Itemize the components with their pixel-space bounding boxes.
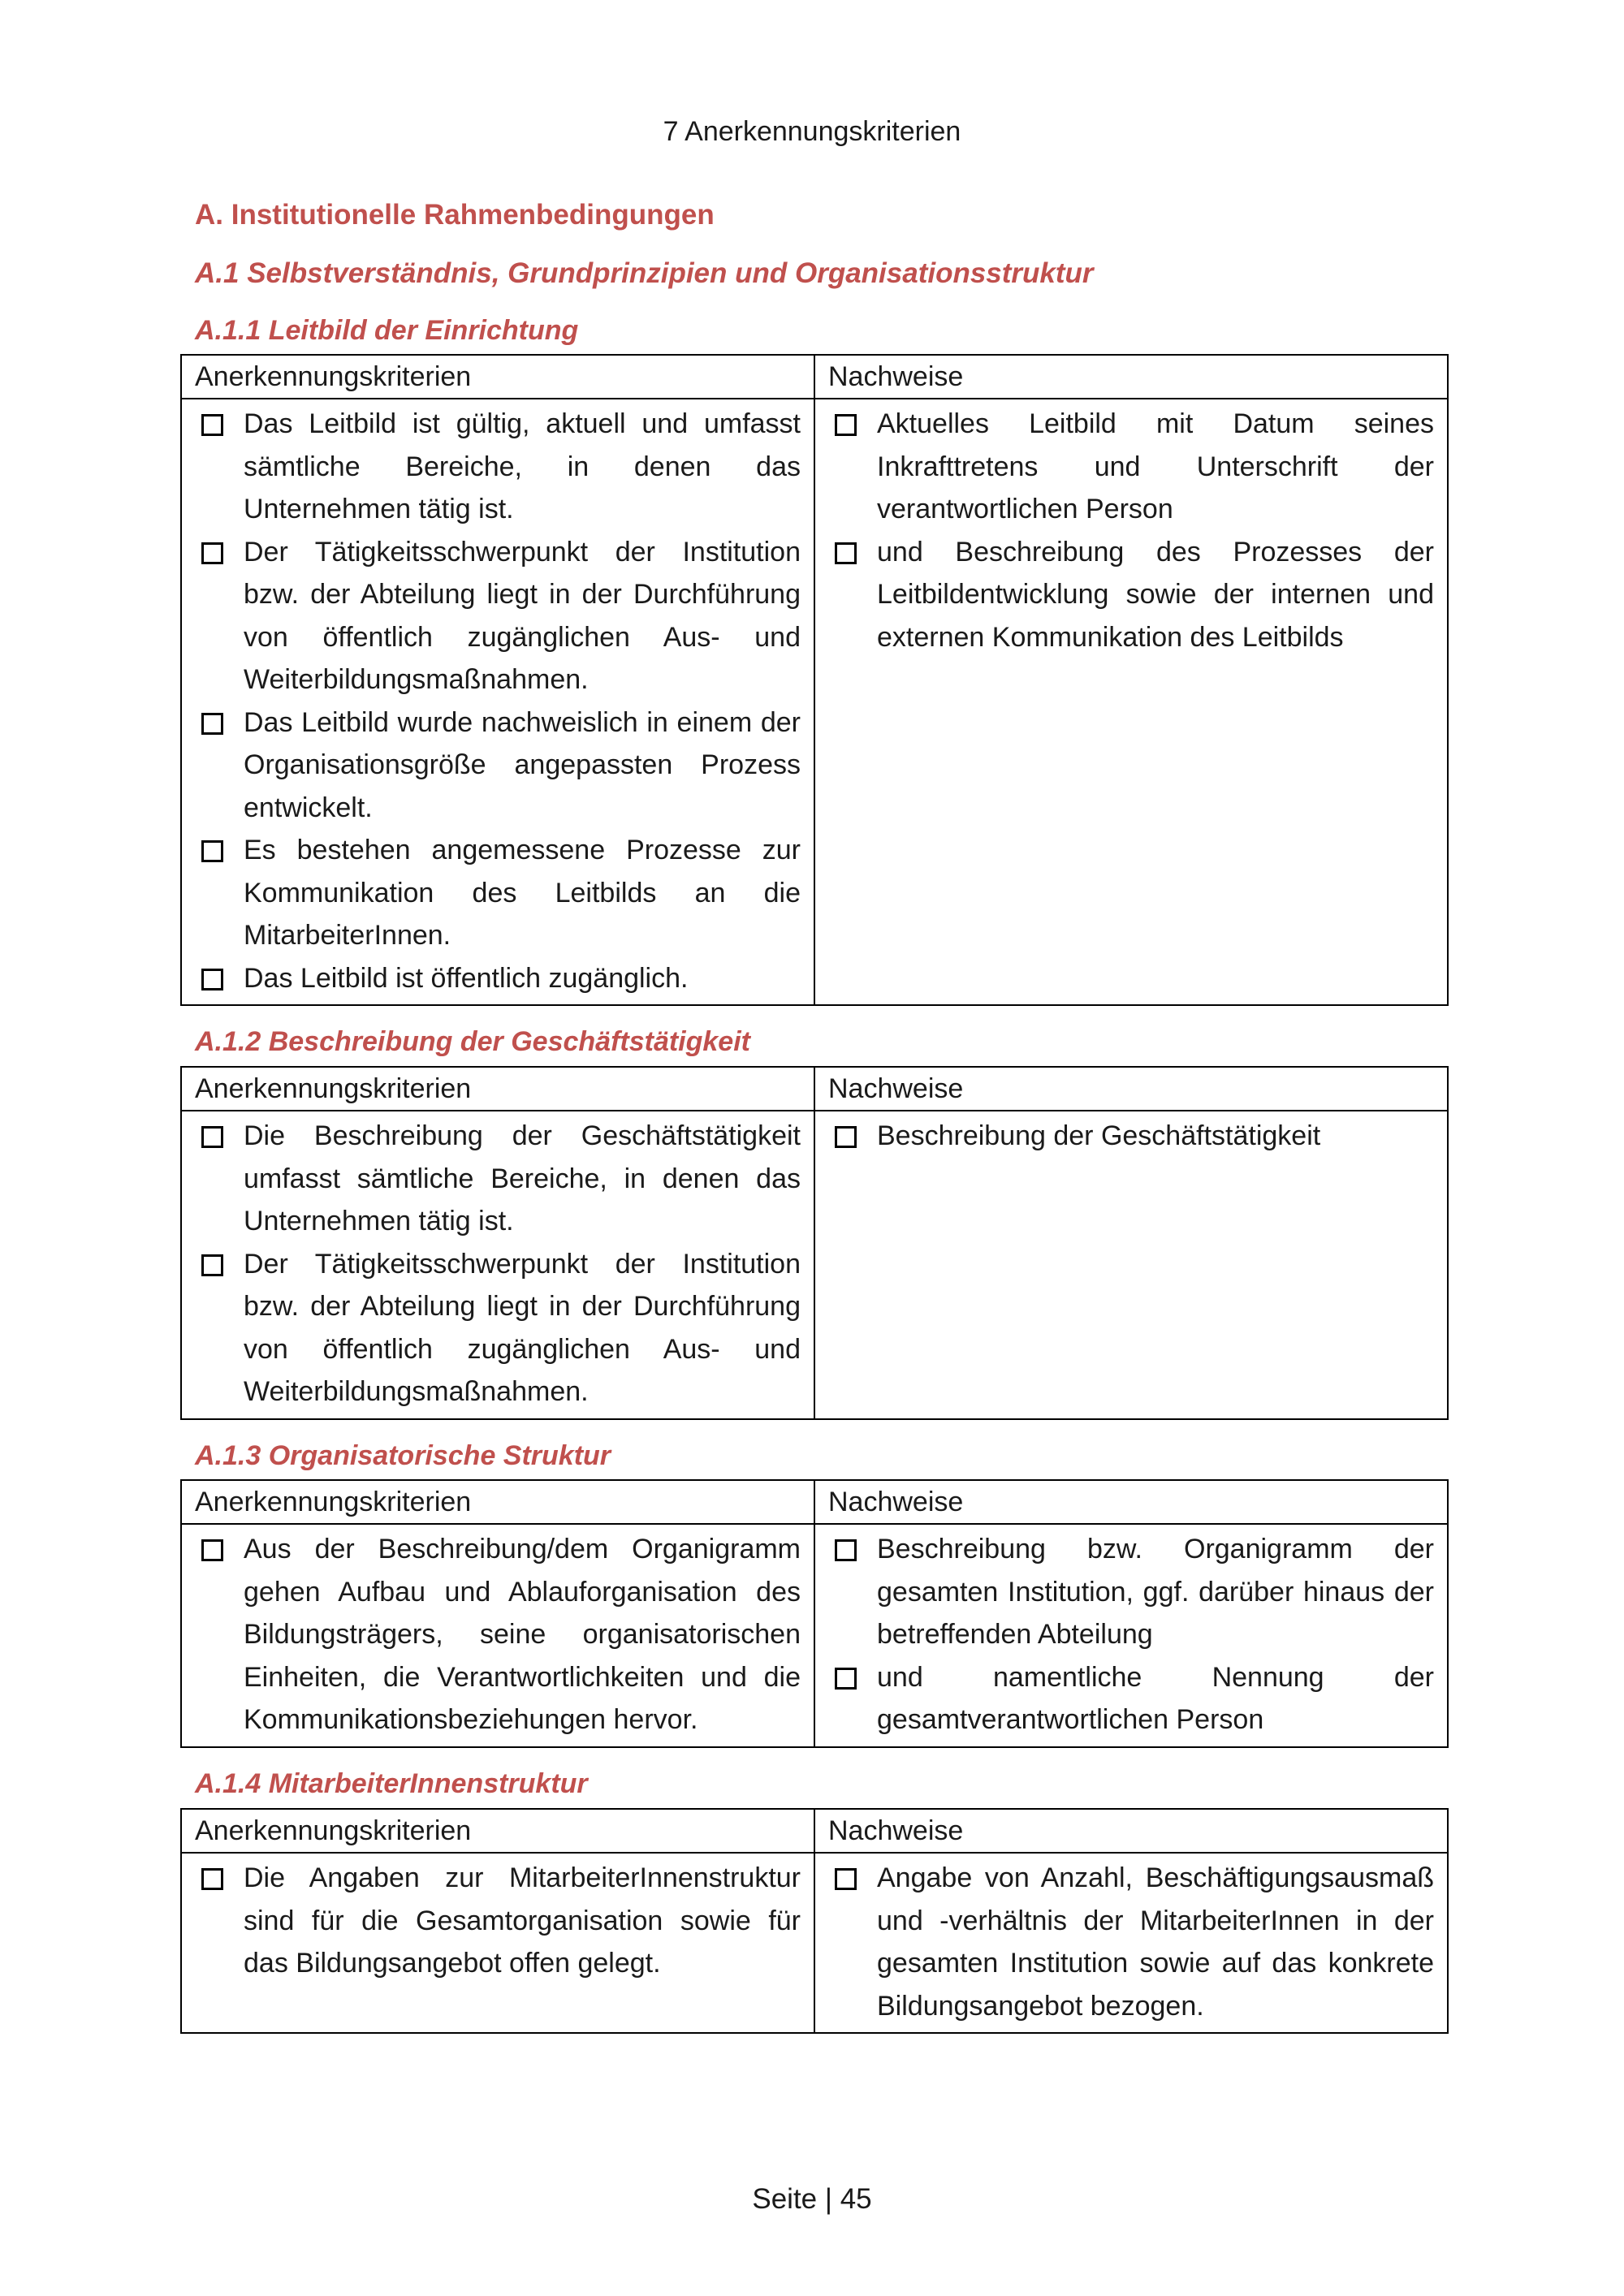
table-title-mitarbeiterinnenstruktur: A.1.4 MitarbeiterInnenstruktur bbox=[195, 1768, 588, 1799]
evidence-cell bbox=[814, 399, 1448, 1005]
checkbox-icon[interactable] bbox=[835, 1126, 857, 1148]
criterion-text: Das Leitbild wurde nachweislich in einem der Organisationsgröße angepassten Prozess entwickelt. bbox=[244, 706, 801, 823]
criteria-list bbox=[195, 403, 801, 999]
table-row bbox=[181, 1111, 1448, 1419]
evidence-list bbox=[828, 1857, 1434, 2027]
table-title-organisatorische-struktur: A.1.3 Organisatorische Struktur bbox=[195, 1440, 611, 1471]
criteria-list bbox=[195, 1528, 801, 1741]
column-header-criteria: Anerkennungskriterien bbox=[181, 1809, 814, 1853]
list-item bbox=[195, 701, 801, 830]
page-header: 7 Anerkennungskriterien bbox=[663, 116, 961, 147]
section-title: A. Institutionelle Rahmenbedingungen bbox=[195, 199, 715, 231]
criterion-text: Das Leitbild ist gültig, aktuell und umfasst sämtliche Bereiche, in denen das Unternehmen tätig ist. bbox=[244, 408, 801, 524]
list-item bbox=[195, 403, 801, 531]
column-header-criteria: Anerkennungskriterien bbox=[181, 355, 814, 399]
list-item bbox=[828, 1656, 1434, 1741]
criterion-text: Die Angaben zur MitarbeiterInnenstruktur sind für die Gesamtorganisation sowie für das Bildungsangebot offen gelegt. bbox=[244, 1862, 801, 1979]
list-item bbox=[195, 531, 801, 701]
list-item bbox=[195, 1243, 801, 1413]
criteria-list bbox=[195, 1115, 801, 1413]
column-header-evidence: Nachweise bbox=[814, 1480, 1448, 1524]
table-header-row bbox=[181, 355, 1448, 399]
criteria-cell bbox=[181, 1111, 814, 1419]
checkbox-icon[interactable] bbox=[201, 713, 223, 735]
checkbox-icon[interactable] bbox=[835, 542, 857, 564]
list-item bbox=[828, 531, 1434, 659]
checkbox-icon[interactable] bbox=[835, 1539, 857, 1561]
criteria-table-organisatorische-struktur bbox=[180, 1479, 1449, 1748]
evidence-cell bbox=[814, 1111, 1448, 1419]
list-item bbox=[828, 1528, 1434, 1656]
evidence-list bbox=[828, 1115, 1434, 1158]
evidence-text: Beschreibung der Geschäftstätigkeit bbox=[877, 1120, 1321, 1151]
criteria-table-mitarbeiterinnenstruktur bbox=[180, 1808, 1449, 2034]
table-row bbox=[181, 1524, 1448, 1747]
criteria-cell bbox=[181, 1853, 814, 2033]
evidence-text: Angabe von Anzahl, Beschäftigungsausmaß und -verhältnis der MitarbeiterInnen in der gesamten Institution sowie auf das konkrete Bildungsangebot bezogen. bbox=[877, 1862, 1434, 2022]
checkbox-icon[interactable] bbox=[201, 1254, 223, 1276]
evidence-text: Beschreibung bzw. Organigramm der gesamten Institution, ggf. darüber hinaus der betreffenden Abteilung bbox=[877, 1534, 1434, 1650]
evidence-cell bbox=[814, 1853, 1448, 2033]
table-header-row bbox=[181, 1067, 1448, 1111]
checkbox-icon[interactable] bbox=[201, 542, 223, 564]
column-header-evidence: Nachweise bbox=[814, 355, 1448, 399]
evidence-list bbox=[828, 1528, 1434, 1741]
list-item bbox=[195, 1528, 801, 1741]
evidence-text: und Beschreibung des Prozesses der Leitbildentwicklung sowie der internen und externen Kommunikation des Leitbilds bbox=[877, 536, 1434, 653]
checkbox-icon[interactable] bbox=[835, 1668, 857, 1690]
criterion-text: Der Tätigkeitsschwerpunkt der Institution bzw. der Abteilung liegt in der Durchführung von öffentlich zugänglichen Aus- und Weiterbildungsmaßnahmen. bbox=[244, 1248, 801, 1407]
page-footer: Seite | 45 bbox=[752, 2183, 872, 2215]
list-item bbox=[195, 1115, 801, 1243]
checkbox-icon[interactable] bbox=[201, 1868, 223, 1890]
evidence-cell bbox=[814, 1524, 1448, 1747]
evidence-text: Aktuelles Leitbild mit Datum seines Inkrafttretens und Unterschrift der verantwortlichen Person bbox=[877, 408, 1434, 524]
criteria-list bbox=[195, 1857, 801, 1985]
checkbox-icon[interactable] bbox=[835, 414, 857, 436]
criterion-text: Der Tätigkeitsschwerpunkt der Institution bzw. der Abteilung liegt in der Durchführung von öffentlich zugänglichen Aus- und Weiterbildungsmaßnahmen. bbox=[244, 536, 801, 695]
list-item bbox=[828, 1115, 1434, 1158]
criterion-text: Die Beschreibung der Geschäftstätigkeit umfasst sämtliche Bereiche, in denen das Unternehmen tätig ist. bbox=[244, 1120, 801, 1236]
checkbox-icon[interactable] bbox=[201, 969, 223, 990]
list-item bbox=[828, 403, 1434, 531]
list-item bbox=[828, 1857, 1434, 2027]
column-header-criteria: Anerkennungskriterien bbox=[181, 1067, 814, 1111]
table-title-leitbild: A.1.1 Leitbild der Einrichtung bbox=[195, 315, 579, 346]
table-row bbox=[181, 1853, 1448, 2033]
checkbox-icon[interactable] bbox=[835, 1868, 857, 1890]
column-header-evidence: Nachweise bbox=[814, 1809, 1448, 1853]
checkbox-icon[interactable] bbox=[201, 1539, 223, 1561]
criterion-text: Aus der Beschreibung/dem Organigramm gehen Aufbau und Ablauforganisation des Bildungsträgers, seine organisatorischen Einheiten, die Verantwortlichkeiten und die Kommunikationsbeziehungen hervor. bbox=[244, 1534, 801, 1735]
subsection-title: A.1 Selbstverständnis, Grundprinzipien und Organisationsstruktur bbox=[195, 257, 1094, 289]
table-header-row bbox=[181, 1480, 1448, 1524]
checkbox-icon[interactable] bbox=[201, 840, 223, 862]
evidence-text: und namentliche Nennung der gesamtverantwortlichen Person bbox=[877, 1661, 1434, 1735]
checkbox-icon[interactable] bbox=[201, 1126, 223, 1148]
checkbox-icon[interactable] bbox=[201, 414, 223, 436]
criterion-text: Das Leitbild ist öffentlich zugänglich. bbox=[244, 962, 689, 994]
table-row bbox=[181, 399, 1448, 1005]
criteria-cell bbox=[181, 399, 814, 1005]
criteria-cell bbox=[181, 1524, 814, 1747]
list-item bbox=[195, 1857, 801, 1985]
evidence-list bbox=[828, 403, 1434, 658]
table-title-geschaeftstaetigkeit: A.1.2 Beschreibung der Geschäftstätigkeit bbox=[195, 1026, 750, 1057]
table-header-row bbox=[181, 1809, 1448, 1853]
column-header-evidence: Nachweise bbox=[814, 1067, 1448, 1111]
criteria-table-geschaeftstaetigkeit bbox=[180, 1066, 1449, 1420]
criteria-table-leitbild bbox=[180, 354, 1449, 1006]
list-item bbox=[195, 957, 801, 1000]
column-header-criteria: Anerkennungskriterien bbox=[181, 1480, 814, 1524]
criterion-text: Es bestehen angemessene Prozesse zur Kommunikation des Leitbilds an die MitarbeiterInnen. bbox=[244, 835, 801, 951]
list-item bbox=[195, 829, 801, 957]
